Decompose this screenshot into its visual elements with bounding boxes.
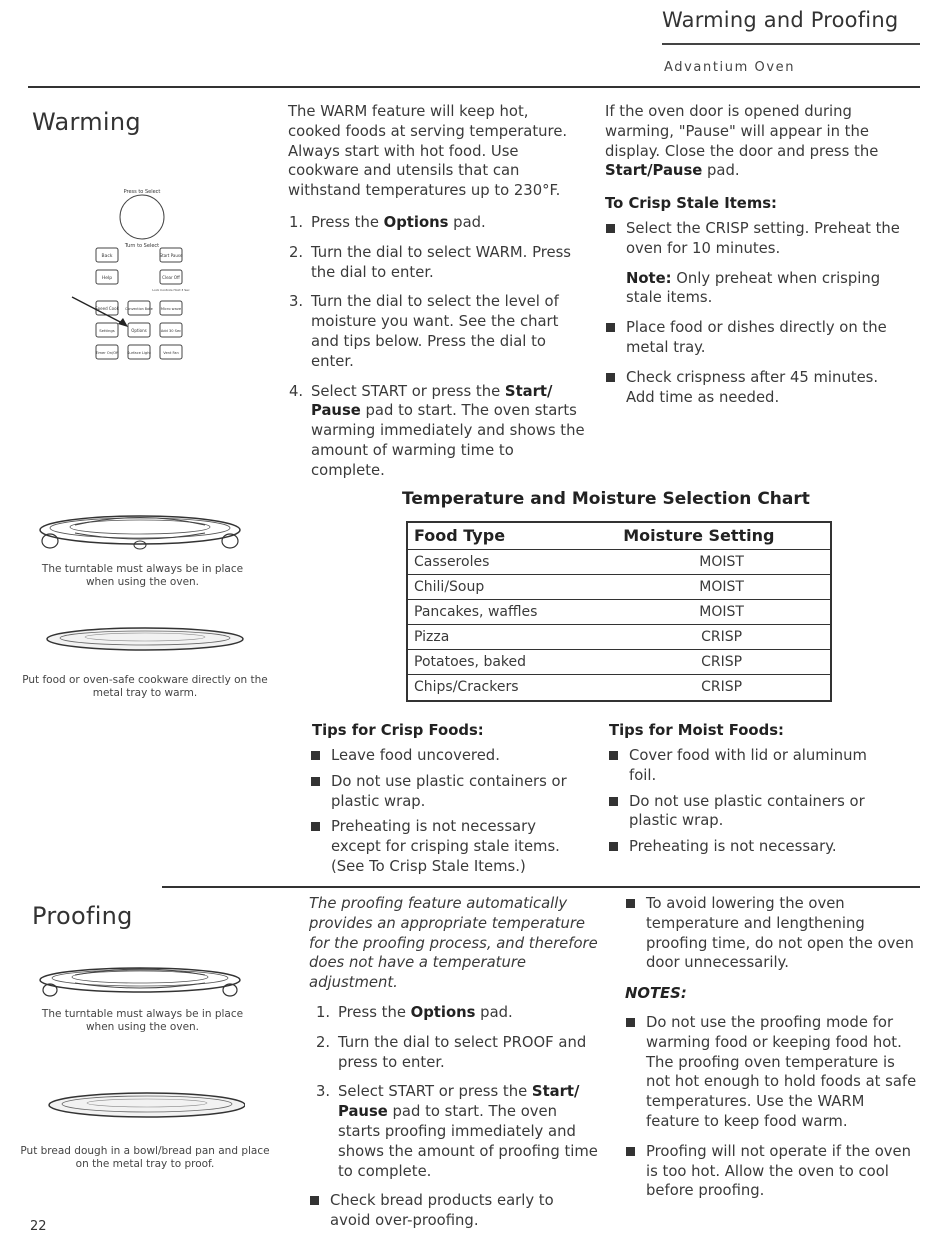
header-subtitle: Advantium Oven [664, 60, 796, 75]
warming-title: Warming [32, 108, 141, 136]
metal-tray-illustration [35, 1090, 245, 1122]
item-text: Leave food uncovered. [331, 747, 500, 764]
metal-tray-caption: Put bread dough in a bowl/bread pan and place on the metal tray to proof. [20, 1145, 270, 1170]
item-text: Do not use plastic containers or plastic wrap. [629, 792, 865, 830]
item-text: Select the CRISP setting. Preheat the oven for 10 minutes. [626, 220, 900, 257]
step-text: Press the [338, 1004, 411, 1021]
tips-crisp-title: Tips for Crisp Foods: [312, 722, 484, 739]
table-row [407, 649, 831, 674]
step-text: Select START or press the [338, 1083, 532, 1101]
bullet-icon [626, 1018, 635, 1027]
dial-top-label: Press to Select [123, 189, 161, 195]
warming-step [289, 292, 586, 371]
step-text: Select START or press the [311, 382, 505, 400]
add-30-sec-key-label: Add 30 Sec [160, 329, 182, 333]
bullet-icon [606, 373, 615, 382]
bullet-icon [609, 751, 618, 760]
crisp-stale-item [626, 219, 906, 259]
table-row [407, 674, 831, 701]
tip-item [331, 817, 581, 876]
food-cell: Chips/Crackers [414, 679, 519, 696]
tip-item [629, 792, 889, 832]
moisture-cell: CRISP [573, 624, 831, 649]
col-moisture-setting: Moisture Setting [573, 522, 831, 549]
item-text: To avoid lowering the oven temperature and lengthening proofing time, do not open the oven door unnecessarily. [646, 895, 914, 972]
item-text: Preheating is not necessary except for crisping stale items. (See To Crisp Stale Items.) [331, 818, 560, 875]
note-text: Only preheat when crisping stale items. [626, 269, 881, 307]
table-row [407, 599, 831, 624]
item-text: Do not use the proofing mode for warming food or keeping food hot. The proofing oven temperature is not hot enough to hold foods at safe temperatures. Use the WARM feature to keep food warm. [646, 1014, 917, 1130]
step-bold: Options [410, 1004, 476, 1021]
moisture-cell: CRISP [573, 649, 831, 674]
help-key-label: Help [101, 276, 113, 281]
proofing-intro: The proofing feature automatically provides an appropriate temperature for the proofing process, and therefore does not have a temperature adjustment. [309, 895, 598, 992]
step-number: 3. [316, 1083, 331, 1101]
bullet-icon [606, 224, 615, 233]
moisture-cell: MOIST [573, 599, 831, 624]
proofing-notes-list [646, 1013, 918, 1201]
warming-steps [289, 213, 586, 481]
lock-controls-label: Lock Controls Hold 3 Sec [152, 288, 190, 292]
surface-light-key-label: Surface Light [127, 351, 151, 355]
bullet-icon [609, 842, 618, 851]
bullet-icon [626, 1147, 635, 1156]
step-text: Turn the dial to select the level of moisture you want. See the chart and tips below. Press the dial to enter. [311, 293, 559, 370]
metal-tray-caption: Put food or oven-safe cookware directly on the metal tray to warm. [22, 674, 268, 699]
food-cell: Chili/Soup [407, 574, 573, 599]
turntable-illustration [35, 505, 245, 560]
door-text-bold: Start/Pause [605, 162, 703, 180]
bullet-icon [311, 751, 320, 760]
table-row [407, 549, 831, 574]
step-text: Press the [311, 214, 384, 231]
item-text: Proofing will not operate if the oven is too hot. Allow the oven to cool before proofing. [646, 1142, 912, 1200]
proofing-bullet [646, 894, 916, 973]
note-label: Note: [626, 269, 672, 287]
step-number: 1. [289, 214, 304, 231]
page-number: 22 [30, 1219, 47, 1234]
options-key-label: Options [131, 328, 147, 333]
food-cell: Pizza [407, 624, 573, 649]
moisture-cell: MOIST [573, 549, 831, 574]
bullet-icon [310, 1196, 319, 1205]
vent-fan-key-label: Vent Fan [163, 351, 179, 355]
step-number: 1. [316, 1004, 331, 1021]
item-text: Cover food with lid or aluminum foil. [629, 747, 867, 784]
note-item [626, 269, 906, 309]
food-cell: Casseroles [407, 549, 573, 574]
table-row [407, 574, 831, 599]
bullet-icon [626, 899, 635, 908]
food-cell: Potatoes, baked [407, 649, 573, 674]
table-row [407, 624, 831, 649]
pointer-arrow-head [118, 318, 128, 327]
moisture-cell: CRISP [701, 679, 743, 696]
proofing-avoid-list [646, 894, 916, 973]
bullet-icon [311, 777, 320, 786]
microwave-key-label: Micro wave [160, 307, 182, 311]
table-header-row [407, 522, 831, 549]
step-text-end: pad to start. The oven starts proofing immediately and shows the amount of proofing time to complete. [338, 1103, 598, 1180]
proofing-steps [316, 1003, 598, 1231]
step-bold: Start/ Pause [311, 382, 553, 420]
item-text: Place food or dishes directly on the metal tray. [626, 319, 887, 356]
warming-step [289, 213, 586, 233]
item-text: Do not use plastic containers or plastic wrap. [331, 772, 567, 810]
turntable-illustration [35, 960, 245, 1005]
tip-item [629, 746, 889, 786]
step-text-end: pad to start. The oven starts warming immediately and shows the amount of warming time to complete. [311, 402, 585, 479]
start-pause-key-label: Start Pause [159, 253, 183, 258]
step-text: Turn the dial to select PROOF and press to enter. [338, 1033, 587, 1071]
door-text: If the oven door is opened during warming, "Pause" will appear in the display. Close the door and press the [605, 103, 879, 160]
convection-bake-key-label: Convection Bake [125, 307, 153, 311]
proofing-step [316, 1003, 598, 1023]
note-item [646, 1142, 918, 1201]
moisture-cell: MOIST [573, 574, 831, 599]
timer-key-label: Timer On/Off [95, 351, 119, 355]
crisp-stale-item [626, 368, 906, 408]
proofing-step [316, 1082, 598, 1181]
tip-item [331, 772, 581, 812]
door-open-text [605, 102, 905, 181]
step-text-end: pad. [448, 214, 486, 231]
step-number: 4. [289, 382, 304, 400]
crisp-stale-item [626, 318, 906, 358]
col-food-type: Food Type [407, 522, 573, 549]
item-text: Preheating is not necessary. [629, 838, 837, 856]
proofing-bullet [330, 1191, 598, 1231]
step-bold: Options [383, 214, 449, 231]
chart-title: Temperature and Moisture Selection Chart [402, 489, 810, 509]
warming-step [289, 243, 586, 283]
speed-cook-key-label: Speed Cook [95, 306, 119, 311]
bullet-icon [311, 822, 320, 831]
turntable-caption: The turntable must always be in place when using the oven. [41, 563, 244, 588]
step-text-end: pad. [475, 1004, 513, 1021]
clear-off-key-label: Clear Off [162, 275, 180, 280]
tip-item [331, 746, 581, 766]
item-text: Check crispness after 45 minutes. Add time as needed. [626, 368, 879, 406]
food-cell: Pancakes, waffles [407, 599, 573, 624]
note-item [646, 1013, 918, 1132]
crisp-stale-title: To Crisp Stale Items: [605, 195, 777, 212]
warming-step [289, 382, 586, 481]
step-number: 2. [316, 1033, 331, 1051]
section-divider-middle [162, 886, 920, 888]
warming-intro: The WARM feature will keep hot, cooked foods at serving temperature. Always start with hot food. Use cookware and utensils that can withstand temperatures up to 230°F. [288, 103, 568, 200]
metal-tray-illustration [35, 625, 245, 655]
section-divider-top [28, 86, 920, 88]
turntable-caption: The turntable must always be in place when using the oven. [41, 1008, 244, 1033]
crisp-stale-list [626, 219, 906, 407]
notes-title: NOTES: [625, 985, 687, 1002]
step-bold: Start/ Pause [338, 1083, 580, 1121]
back-key-label: Back [101, 254, 113, 259]
control-panel-illustration [70, 185, 210, 370]
step-text: Turn the dial to select WARM. Press the dial to enter. [311, 243, 572, 281]
tips-moist-title: Tips for Moist Foods: [609, 722, 784, 739]
door-text-end: pad. [702, 162, 740, 180]
tips-crisp-list [331, 746, 581, 877]
bullet-icon [609, 797, 618, 806]
step-number: 2. [289, 243, 304, 261]
proofing-step [316, 1033, 598, 1073]
proofing-title: Proofing [32, 902, 133, 930]
settings-key-label: Settings [99, 328, 115, 333]
step-number: 3. [289, 293, 304, 311]
header-title: Warming and Proofing [662, 8, 899, 32]
header-rule [662, 43, 920, 45]
moisture-chart-table [406, 521, 832, 702]
tips-moist-list [629, 746, 889, 857]
tip-item [629, 837, 889, 857]
item-text: Check bread products early to avoid over-proofing. [330, 1192, 554, 1230]
dial-bottom-label: Turn to Select [124, 243, 160, 249]
bullet-icon [606, 323, 615, 332]
